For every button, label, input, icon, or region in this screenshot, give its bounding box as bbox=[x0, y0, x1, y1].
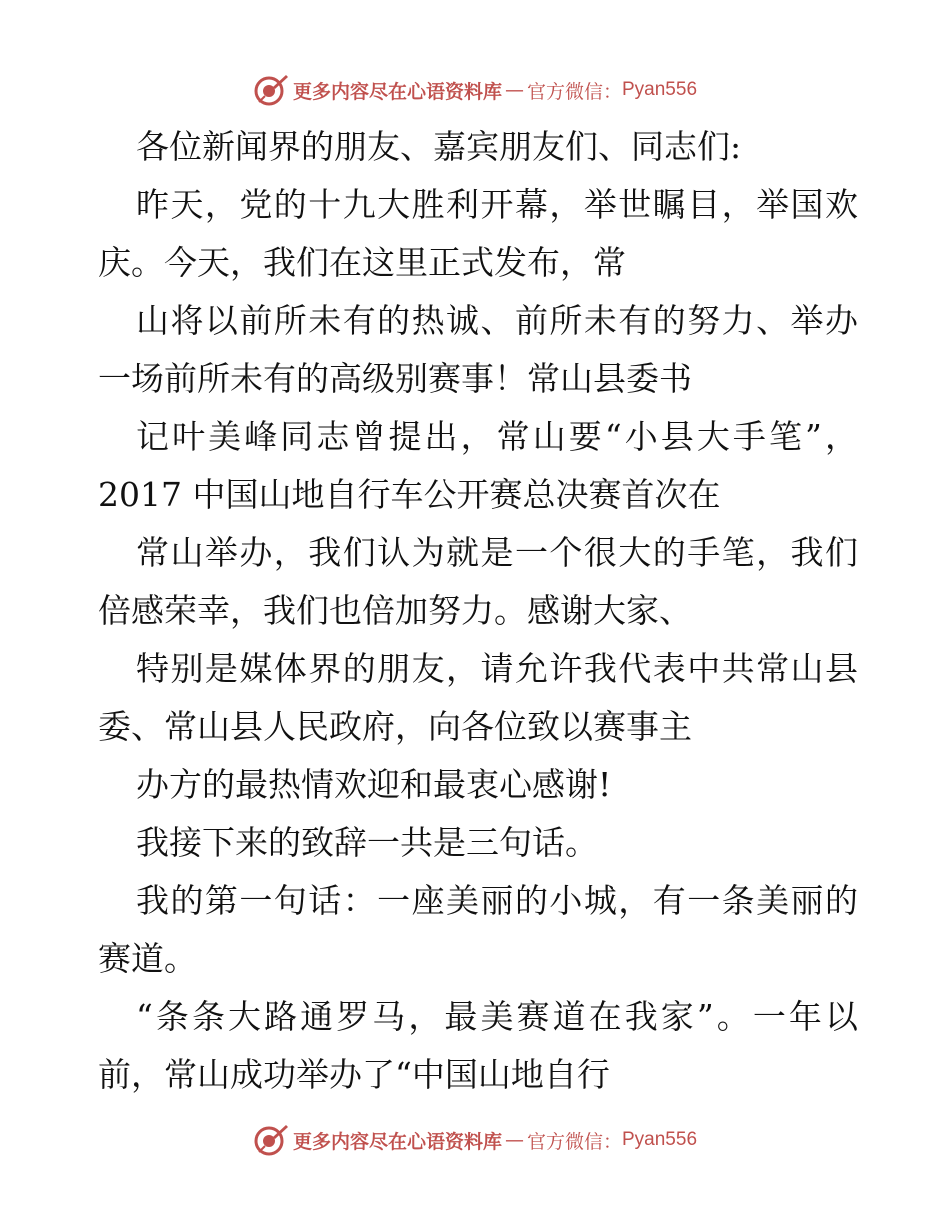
text-line: 2017 中国山地自行车公开赛总决赛首次在 bbox=[98, 475, 721, 514]
text-line: 委、常山县人民政府，向各位致以赛事主 bbox=[98, 707, 692, 746]
watermark-wechat-label: 官方微信： bbox=[526, 80, 622, 103]
text-line: 山将以前所未有的热诚、前所未有的努力、举办 bbox=[136, 301, 858, 340]
text-line: 昨天，党的十九大胜利开幕，举世瞩目，举国欢 bbox=[136, 185, 858, 224]
watermark-separator: — bbox=[504, 79, 524, 101]
text-line: 前，常山成功举办了“中国山地自行 bbox=[98, 1055, 610, 1094]
watermark-wechat-id: Pyan556 bbox=[622, 1129, 698, 1150]
document-body bbox=[98, 118, 858, 1104]
text-line: 庆。今天，我们在这里正式发布，常 bbox=[98, 243, 626, 282]
text-line: 赛道。 bbox=[98, 939, 197, 978]
text-line: 记叶美峰同志曾提出，常山要“小县大手笔”， bbox=[136, 417, 858, 456]
watermark-wechat-id: Pyan556 bbox=[622, 79, 698, 100]
text-line: 倍感荣幸，我们也倍加努力。感谢大家、 bbox=[98, 591, 692, 630]
text-line: 我的第一句话：一座美丽的小城，有一条美丽的 bbox=[136, 881, 858, 920]
watermark-separator: — bbox=[504, 1129, 524, 1151]
text-line: 各位新闻界的朋友、嘉宾朋友们、同志们: bbox=[136, 127, 742, 166]
footer-watermark bbox=[0, 1120, 950, 1160]
watermark-main-text: 更多内容尽在心语资料库 bbox=[292, 1130, 502, 1153]
pen-logo-icon bbox=[253, 1122, 289, 1158]
watermark-wechat-label: 官方微信： bbox=[526, 1130, 622, 1153]
header-watermark bbox=[0, 70, 950, 110]
text-line: “条条大路通罗马，最美赛道在我家”。一年以 bbox=[136, 997, 858, 1036]
pen-logo-icon bbox=[253, 72, 289, 108]
text-line: 常山举办，我们认为就是一个很大的手笔，我们 bbox=[136, 533, 858, 572]
text-line: 一场前所未有的高级别赛事！常山县委书 bbox=[98, 359, 692, 398]
watermark-main-text: 更多内容尽在心语资料库 bbox=[292, 80, 502, 103]
text-line: 我接下来的致辞一共是三句话。 bbox=[136, 823, 598, 862]
text-line: 特别是媒体界的朋友，请允许我代表中共常山县 bbox=[136, 649, 858, 688]
text-line: 办方的最热情欢迎和最衷心感谢! bbox=[136, 765, 612, 804]
